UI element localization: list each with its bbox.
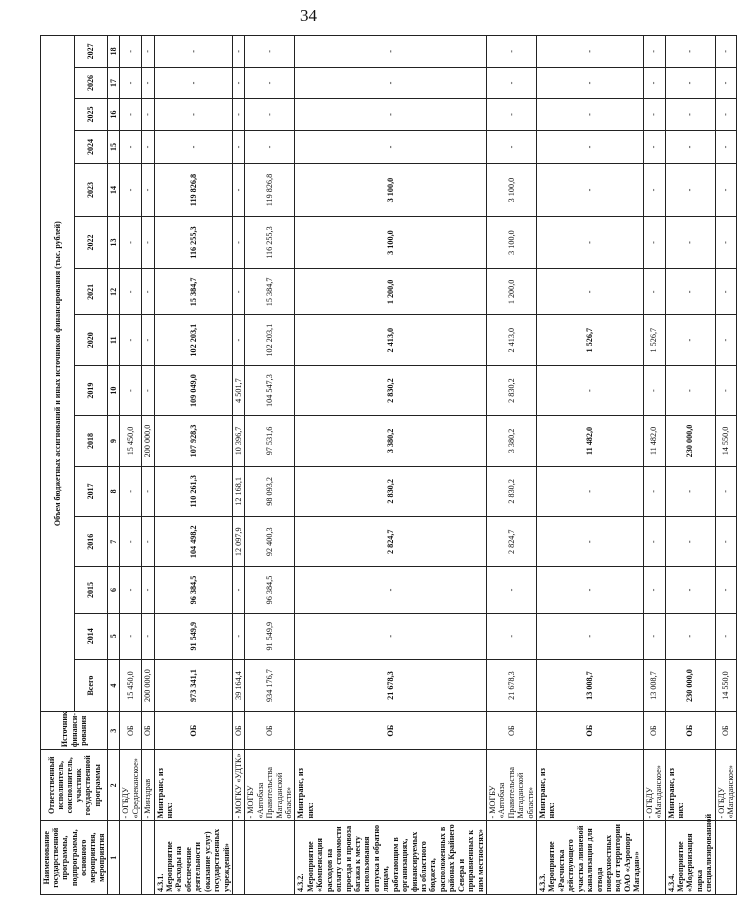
cell-year-value: -: [715, 216, 737, 269]
cell-activity-name: [142, 821, 154, 895]
cell-executor: - ОГБДУ «Магаданское»: [643, 750, 665, 821]
cell-executor: Минтранс, из них:: [154, 750, 232, 821]
header-year: 2020: [74, 315, 108, 365]
cell-year-value: -: [537, 67, 644, 99]
cell-year-value: -: [120, 613, 142, 659]
cell-year-value: 3 380,2: [486, 416, 536, 466]
header-year: 2026: [74, 67, 108, 99]
column-index: 4: [108, 659, 120, 712]
cell-year-value: 15 384,7: [245, 269, 295, 315]
cell-year-value: -: [142, 315, 154, 365]
cell-year-value: 2 830,2: [295, 466, 486, 516]
cell-year-value: 119 826,8: [245, 164, 295, 217]
cell-year-value: -: [537, 466, 644, 516]
cell-year-value: 116 255,3: [245, 216, 295, 269]
cell-year-value: 119 826,8: [154, 164, 232, 217]
cell-year-value: 12 097,9: [232, 517, 244, 567]
cell-executor: Минтранс, из них:: [295, 750, 486, 821]
cell-year-value: -: [665, 613, 715, 659]
cell-year-value: 3 100,0: [486, 216, 536, 269]
cell-year-value: -: [245, 130, 295, 164]
cell-year-value: -: [665, 315, 715, 365]
header-year: 2017: [74, 466, 108, 516]
cell-year-value: -: [295, 613, 486, 659]
cell-year-value: -: [142, 365, 154, 415]
cell-activity-name: 4.3.4. Мероприятие «Модернизация парка специализированной: [665, 821, 715, 895]
table-row: [486, 36, 536, 895]
cell-year-value: 1 526,7: [537, 315, 644, 365]
cell-year-value: -: [715, 36, 737, 68]
cell-year-value: -: [154, 67, 232, 99]
cell-year-value: -: [537, 164, 644, 217]
cell-year-value: 4 501,7: [232, 365, 244, 415]
cell-activity-name: [715, 821, 737, 895]
cell-year-value: 12 168,1: [232, 466, 244, 516]
cell-year-value: 15 384,7: [154, 269, 232, 315]
cell-year-value: -: [120, 567, 142, 613]
header-year: 2021: [74, 269, 108, 315]
cell-year-value: 2 830,2: [486, 466, 536, 516]
cell-year-value: -: [295, 567, 486, 613]
cell-total: 14 550,0: [715, 659, 737, 712]
column-index: 11: [108, 315, 120, 365]
cell-year-value: -: [232, 216, 244, 269]
cell-year-value: -: [665, 466, 715, 516]
cell-year-value: -: [232, 164, 244, 217]
cell-year-value: -: [537, 130, 644, 164]
cell-year-value: 110 261,3: [154, 466, 232, 516]
cell-year-value: -: [120, 517, 142, 567]
cell-year-value: -: [715, 130, 737, 164]
cell-year-value: -: [715, 613, 737, 659]
cell-activity-name: [120, 821, 142, 895]
cell-year-value: -: [120, 99, 142, 131]
cell-total: 973 341,1: [154, 659, 232, 712]
cell-year-value: -: [715, 67, 737, 99]
column-index: 16: [108, 99, 120, 131]
cell-year-value: 102 203,1: [245, 315, 295, 365]
cell-year-value: -: [537, 517, 644, 567]
column-index: 1: [108, 821, 120, 895]
column-index: 13: [108, 216, 120, 269]
header-year: 2025: [74, 99, 108, 131]
cell-year-value: -: [665, 164, 715, 217]
cell-year-value: -: [245, 36, 295, 68]
header-year: 2023: [74, 164, 108, 217]
financing-table: [40, 35, 737, 895]
cell-year-value: -: [142, 517, 154, 567]
column-index: 5: [108, 613, 120, 659]
cell-year-value: 1 200,0: [295, 269, 486, 315]
cell-year-value: -: [232, 36, 244, 68]
cell-year-value: -: [142, 216, 154, 269]
cell-activity-name: [232, 821, 244, 895]
cell-year-value: -: [120, 67, 142, 99]
column-index: 7: [108, 517, 120, 567]
cell-total: 934 176,7: [245, 659, 295, 712]
cell-total: 13 008,7: [537, 659, 644, 712]
cell-year-value: -: [142, 164, 154, 217]
cell-year-value: 91 549,9: [245, 613, 295, 659]
cell-year-value: -: [154, 99, 232, 131]
cell-year-value: -: [643, 365, 665, 415]
cell-year-value: -: [486, 613, 536, 659]
cell-year-value: -: [232, 99, 244, 131]
cell-year-value: -: [486, 99, 536, 131]
cell-year-value: -: [643, 216, 665, 269]
cell-year-value: -: [643, 567, 665, 613]
cell-source: ОБ: [154, 712, 232, 750]
column-index: 12: [108, 269, 120, 315]
cell-year-value: -: [232, 315, 244, 365]
cell-year-value: -: [245, 67, 295, 99]
cell-year-value: -: [120, 365, 142, 415]
cell-year-value: -: [665, 130, 715, 164]
cell-executor: - ОГБДУ «Магаданское»: [715, 750, 737, 821]
header-year: 2014: [74, 613, 108, 659]
cell-year-value: -: [643, 67, 665, 99]
table-row: [154, 36, 232, 895]
cell-year-value: -: [537, 567, 644, 613]
cell-executor: - ОГБДУ «Среднеканское»: [120, 750, 142, 821]
cell-year-value: 230 000,0: [665, 416, 715, 466]
cell-year-value: 104 547,3: [245, 365, 295, 415]
cell-source: ОБ: [486, 712, 536, 750]
cell-year-value: -: [643, 130, 665, 164]
column-index: 9: [108, 416, 120, 466]
cell-year-value: -: [643, 613, 665, 659]
table-row: [120, 36, 142, 895]
cell-year-value: -: [643, 269, 665, 315]
cell-year-value: -: [665, 269, 715, 315]
cell-year-value: 15 450,0: [120, 416, 142, 466]
cell-year-value: -: [120, 216, 142, 269]
cell-total: 15 450,0: [120, 659, 142, 712]
cell-year-value: -: [665, 99, 715, 131]
table-row: [232, 36, 244, 895]
rotated-table-area: [40, 35, 736, 905]
table-row: [295, 36, 486, 895]
column-index: 2: [108, 750, 120, 821]
cell-source: ОБ: [232, 712, 244, 750]
cell-year-value: -: [715, 517, 737, 567]
cell-year-value: -: [120, 269, 142, 315]
cell-year-value: -: [537, 216, 644, 269]
cell-year-value: 3 100,0: [295, 164, 486, 217]
cell-source: ОБ: [142, 712, 154, 750]
header-year: 2024: [74, 130, 108, 164]
cell-year-value: -: [295, 36, 486, 68]
cell-year-value: 3 100,0: [486, 164, 536, 217]
cell-year-value: 200 000,0: [142, 416, 154, 466]
cell-year-value: 1 200,0: [486, 269, 536, 315]
cell-activity-name: [486, 821, 536, 895]
column-index: 10: [108, 365, 120, 415]
cell-source: ОБ: [665, 712, 715, 750]
cell-year-value: 116 255,3: [154, 216, 232, 269]
cell-year-value: -: [486, 567, 536, 613]
cell-executor: - МОГБУ «Автобаза Правительства Магаданской области»: [486, 750, 536, 821]
table-row: [245, 36, 295, 895]
cell-executor: Минтранс, из них:: [537, 750, 644, 821]
column-index: 18: [108, 36, 120, 68]
cell-source: ОБ: [537, 712, 644, 750]
cell-source: ОБ: [643, 712, 665, 750]
cell-year-value: -: [715, 365, 737, 415]
cell-year-value: -: [245, 99, 295, 131]
column-index: 17: [108, 67, 120, 99]
cell-total: 21 678,3: [486, 659, 536, 712]
cell-total: 200 000,0: [142, 659, 154, 712]
cell-source: ОБ: [120, 712, 142, 750]
header-source: Источник финанси-рования: [41, 712, 108, 750]
cell-source: ОБ: [715, 712, 737, 750]
cell-year-value: -: [537, 36, 644, 68]
cell-year-value: -: [232, 67, 244, 99]
cell-year-value: -: [665, 365, 715, 415]
header-index-row: [108, 36, 120, 895]
table-row: [665, 36, 715, 895]
cell-year-value: 2 824,7: [295, 517, 486, 567]
cell-year-value: -: [142, 67, 154, 99]
cell-year-value: 97 531,6: [245, 416, 295, 466]
cell-year-value: -: [232, 269, 244, 315]
cell-year-value: 2 830,2: [486, 365, 536, 415]
cell-executor: - МОГБУ «Автобаза Правительства Магаданской области»: [245, 750, 295, 821]
cell-year-value: 2 413,0: [486, 315, 536, 365]
cell-year-value: -: [232, 130, 244, 164]
cell-source: ОБ: [295, 712, 486, 750]
cell-year-value: -: [142, 567, 154, 613]
cell-year-value: 10 396,7: [232, 416, 244, 466]
cell-year-value: 98 093,2: [245, 466, 295, 516]
column-index: 14: [108, 164, 120, 217]
header-executor: Ответственный исполнитель, соисполнитель, участник государственной программы: [41, 750, 108, 821]
header-year: 2016: [74, 517, 108, 567]
cell-year-value: -: [643, 466, 665, 516]
header-year: 2022: [74, 216, 108, 269]
cell-year-value: -: [295, 67, 486, 99]
cell-year-value: 109 049,0: [154, 365, 232, 415]
column-index: 15: [108, 130, 120, 164]
cell-year-value: -: [120, 130, 142, 164]
cell-activity-name: [643, 821, 665, 895]
cell-year-value: -: [715, 466, 737, 516]
cell-year-value: -: [120, 466, 142, 516]
rotated-page-content: [40, 35, 736, 895]
cell-year-value: -: [232, 613, 244, 659]
cell-year-value: -: [665, 67, 715, 99]
header-year: 2027: [74, 36, 108, 68]
page-number: 34: [300, 6, 317, 25]
cell-year-value: -: [486, 130, 536, 164]
cell-activity-name: 4.3.3. Мероприятие «Расчистка действующего участка ливневой канализации для отвода поверхностных вод от территории ОАО «Аэропорт Магадан»»: [537, 821, 644, 895]
column-index: 6: [108, 567, 120, 613]
cell-year-value: -: [142, 613, 154, 659]
cell-year-value: -: [643, 36, 665, 68]
cell-year-value: 11 482,0: [643, 416, 665, 466]
cell-year-value: -: [154, 130, 232, 164]
cell-year-value: 1 526,7: [643, 315, 665, 365]
cell-year-value: 96 384,5: [245, 567, 295, 613]
cell-year-value: -: [715, 164, 737, 217]
cell-year-value: 91 549,9: [154, 613, 232, 659]
cell-year-value: -: [295, 130, 486, 164]
table-row: [142, 36, 154, 895]
cell-year-value: -: [154, 36, 232, 68]
cell-total: 39 164,4: [232, 659, 244, 712]
column-index: 8: [108, 466, 120, 516]
header-name: Наименование государственной программы, подпрограммы, основного мероприятия, мероприятия: [41, 821, 108, 895]
cell-executor: Минтранс, из них:: [665, 750, 715, 821]
cell-year-value: -: [295, 99, 486, 131]
table-body: [120, 36, 737, 895]
header-funding-group: Объем бюджетных ассигнований и иных источников финансирования (тыс. рублей): [41, 36, 75, 712]
cell-year-value: -: [643, 99, 665, 131]
cell-year-value: -: [120, 36, 142, 68]
cell-year-value: 3 380,2: [295, 416, 486, 466]
cell-year-value: -: [120, 315, 142, 365]
cell-year-value: -: [142, 36, 154, 68]
header-year: 2015: [74, 567, 108, 613]
table-row: [643, 36, 665, 895]
cell-year-value: -: [120, 164, 142, 217]
cell-year-value: 102 203,1: [154, 315, 232, 365]
cell-year-value: -: [142, 466, 154, 516]
cell-source: ОБ: [245, 712, 295, 750]
cell-year-value: -: [715, 99, 737, 131]
cell-year-value: -: [715, 315, 737, 365]
cell-year-value: -: [643, 164, 665, 217]
cell-year-value: 107 928,3: [154, 416, 232, 466]
cell-year-value: -: [486, 36, 536, 68]
cell-year-value: -: [665, 216, 715, 269]
cell-year-value: 104 498,2: [154, 517, 232, 567]
cell-total: 230 000,0: [665, 659, 715, 712]
cell-year-value: -: [665, 36, 715, 68]
cell-year-value: -: [537, 613, 644, 659]
cell-total: 13 008,7: [643, 659, 665, 712]
cell-activity-name: [245, 821, 295, 895]
cell-year-value: 96 384,5: [154, 567, 232, 613]
cell-year-value: 2 830,2: [295, 365, 486, 415]
header-year: 2019: [74, 365, 108, 415]
cell-year-value: 92 400,3: [245, 517, 295, 567]
cell-year-value: -: [142, 269, 154, 315]
cell-year-value: -: [142, 130, 154, 164]
cell-year-value: -: [537, 365, 644, 415]
cell-year-value: 11 482,0: [537, 416, 644, 466]
cell-year-value: -: [665, 517, 715, 567]
cell-year-value: -: [643, 517, 665, 567]
cell-executor: - МОГКУ «УДТК»: [232, 750, 244, 821]
cell-activity-name: 4.3.1. Мероприятие «Расходы на обеспечение деятельности (оказание услуг) государственных учреждений»: [154, 821, 232, 895]
cell-year-value: -: [232, 567, 244, 613]
cell-year-value: -: [715, 567, 737, 613]
cell-year-value: -: [665, 567, 715, 613]
cell-year-value: -: [537, 269, 644, 315]
cell-executor: - Минздрав: [142, 750, 154, 821]
cell-year-value: -: [537, 99, 644, 131]
cell-year-value: -: [142, 99, 154, 131]
table-row: [715, 36, 737, 895]
cell-year-value: -: [715, 269, 737, 315]
cell-total: 21 678,3: [295, 659, 486, 712]
header-row-group: [41, 36, 75, 895]
table-row: [537, 36, 644, 895]
cell-year-value: 3 100,0: [295, 216, 486, 269]
cell-year-value: 2 413,0: [295, 315, 486, 365]
cell-year-value: -: [486, 67, 536, 99]
cell-year-value: 2 824,7: [486, 517, 536, 567]
header-year: 2018: [74, 416, 108, 466]
cell-year-value: 14 550,0: [715, 416, 737, 466]
column-index: 3: [108, 712, 120, 750]
cell-activity-name: 4.3.2. Мероприятие «Компенсация расходов на оплату стоимости проезда и провоза багажа к месту использования отпуска и обратно лицам, работающим в организациях, финансируемых из областного бюджета, расположенных в районах Крайнего Севера и приравненных к ним местностях»: [295, 821, 486, 895]
header-total: Всего: [74, 659, 108, 712]
